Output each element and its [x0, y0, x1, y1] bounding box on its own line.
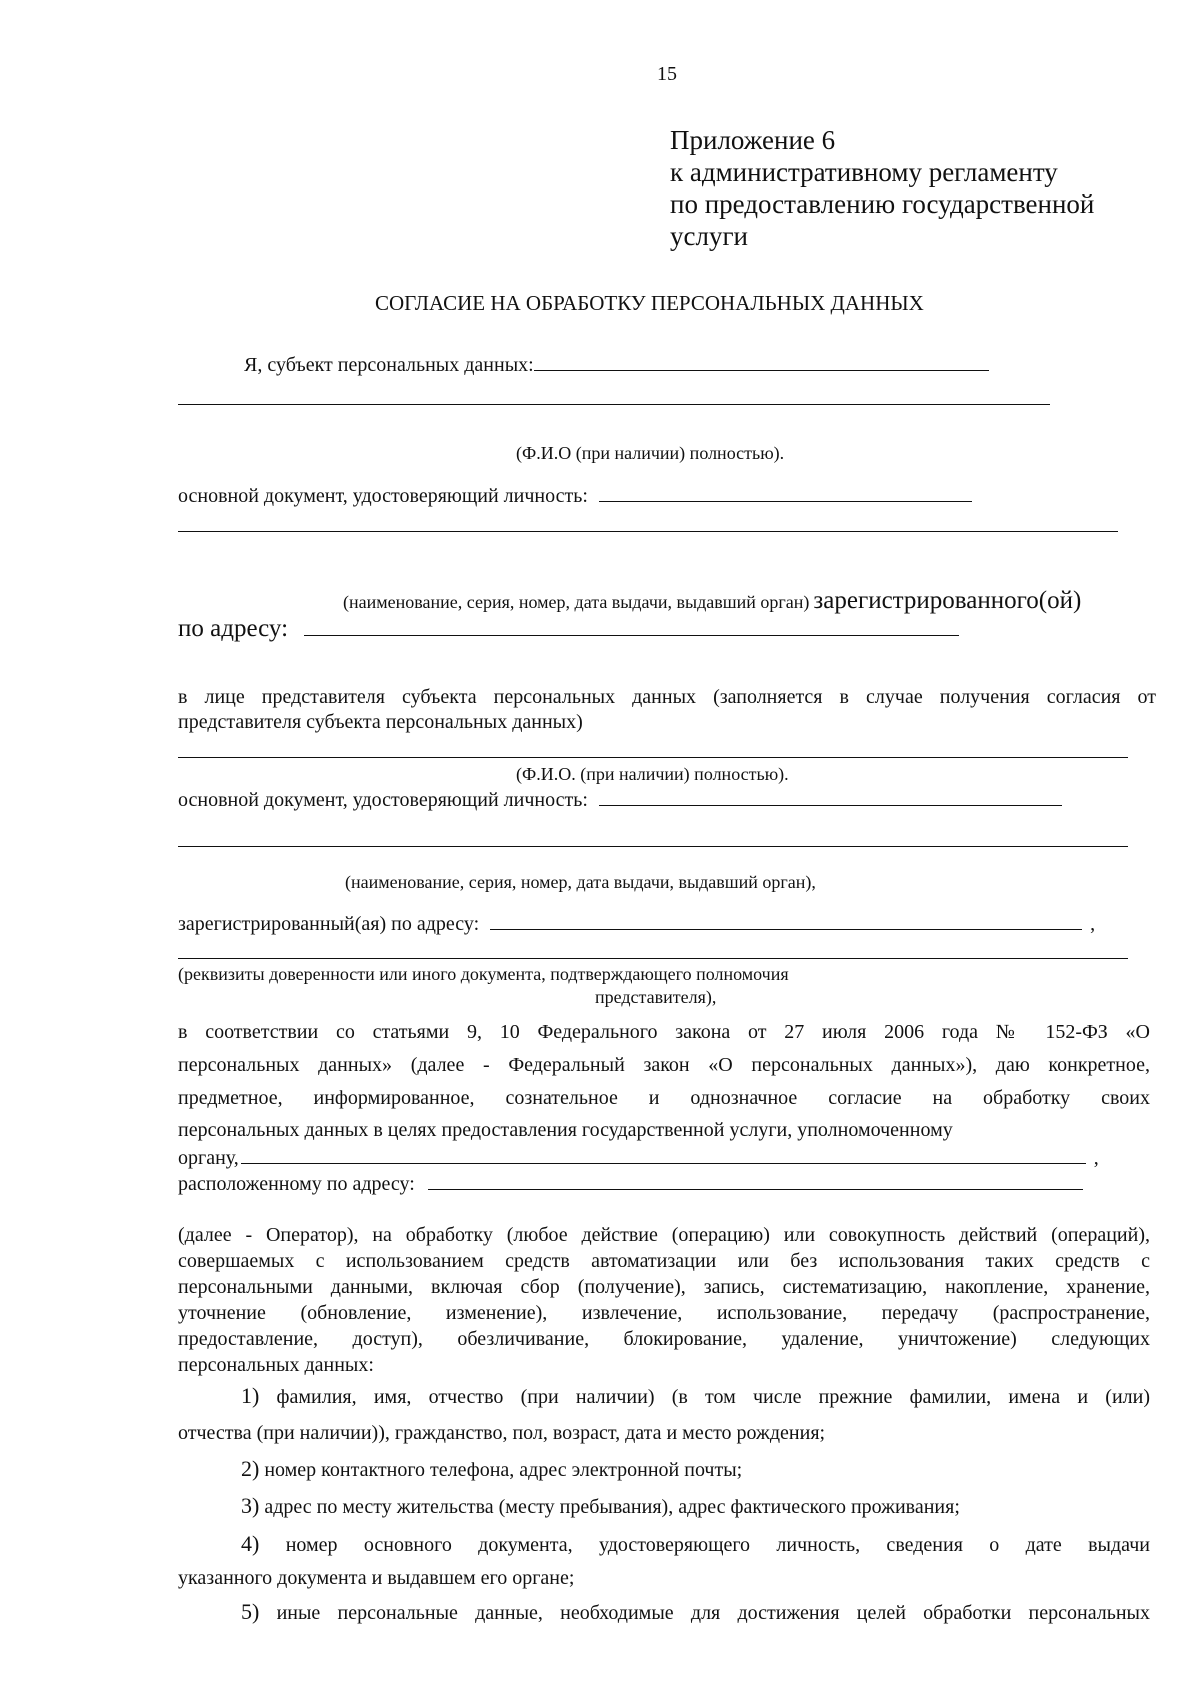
operator-line-5: предоставление, доступ), обезличивание, блокирование, удаление, уничтожение) следующих [178, 1328, 1150, 1350]
representative-power-caption-1: (реквизиты доверенности или иного документа, подтверждающего полномочия [178, 964, 789, 984]
item-1-text-1: фамилия, имя, отчество (при наличии) (в том числе прежние фамилии, имена и (или) [276, 1386, 1150, 1408]
appendix-line-1: Приложение 6 [670, 125, 836, 155]
consent-line-3: предметное, информированное, сознательное и однозначное согласие на обработку своих [178, 1087, 1150, 1109]
representative-address-line [178, 912, 1095, 936]
subject-name-field-continuation[interactable] [178, 404, 1050, 405]
subject-registered-word: зарегистрированного(ой) [813, 587, 1082, 614]
document-title: СОГЛАСИЕ НА ОБРАБОТКУ ПЕРСОНАЛЬНЫХ ДАННЫХ [375, 291, 924, 315]
item-5-number: 5) [241, 1599, 260, 1624]
operator-line-1: (далее - Оператор), на обработку (любое действие (операцию) или совокупность действий (операций), [178, 1224, 1150, 1246]
representative-address-field[interactable] [490, 928, 1082, 930]
operator-paragraph [178, 1222, 1150, 1378]
consent-line-2: персональных данных» (далее - Федеральный закон «О персональных данных»), даю конкретное, [178, 1054, 1150, 1076]
item-1-number: 1) [241, 1383, 260, 1408]
item-4-text-2: указанного документа и выдавшем его органе; [178, 1567, 575, 1589]
operator-line-6: персональных данных: [178, 1354, 374, 1376]
representative-power-field[interactable] [178, 958, 1128, 959]
consent-located-field[interactable] [428, 1188, 1083, 1190]
appendix-line-2: к административному регламенту [670, 157, 1058, 187]
items-list [178, 1378, 1150, 1633]
subject-address-line [178, 614, 959, 644]
subject-doc-label: основной документ, удостоверяющий личность: [178, 485, 588, 507]
item-3-text: адрес по месту жительства (месту пребывания), адрес фактического проживания; [264, 1496, 960, 1518]
representative-doc-label: основной документ, удостоверяющий личность: [178, 789, 588, 811]
consent-organ-label: органу, [178, 1147, 239, 1169]
representative-doc-caption: (наименование, серия, номер, дата выдачи, выдавший орган), [345, 872, 816, 892]
consent-located-line [178, 1172, 1083, 1196]
consent-organ-line [178, 1146, 1099, 1170]
subject-fio-caption: (Ф.И.О (при наличии) полностью). [516, 443, 785, 463]
representative-name-field[interactable] [178, 757, 1128, 758]
representative-doc-field-continuation[interactable] [178, 846, 1128, 847]
operator-line-2: совершаемых с использованием средств автоматизации или без использования таких средств с [178, 1250, 1150, 1272]
representative-power-caption-2: представителя), [595, 987, 717, 1007]
subject-doc-caption: (наименование, серия, номер, дата выдачи, выдавший орган) [343, 592, 810, 612]
subject-doc-line [178, 484, 972, 508]
appendix-line-4: услуги [670, 221, 748, 251]
appendix-line-3: по предоставлению государственной [670, 189, 1095, 219]
consent-line-1: в соответствии со статьями 9, 10 Федерального закона от 27 июля 2006 года № 152-ФЗ «О [178, 1021, 1150, 1043]
item-4-line-1 [178, 1525, 1150, 1564]
subject-doc-field-continuation[interactable] [178, 531, 1118, 532]
appendix-block [670, 124, 1094, 252]
representative-intro-line-2: представителя субъекта персональных данных) [178, 711, 583, 733]
subject-doc-caption-line [343, 587, 1081, 615]
item-5-text: иные персональные данные, необходимые для достижения целей обработки персональных [276, 1602, 1150, 1624]
subject-doc-field[interactable] [599, 500, 972, 502]
subject-address-label: по адресу: [178, 615, 289, 642]
consent-paragraph [178, 1016, 1150, 1145]
page-number: 15 [657, 63, 677, 85]
item-2-number: 2) [241, 1456, 260, 1481]
operator-line-3: персональными данными, включая сбор (получение), запись, систематизацию, накопление, хранение, [178, 1276, 1150, 1298]
item-2-text: номер контактного телефона, адрес электронной почты; [264, 1459, 743, 1481]
consent-organ-comma: , [1093, 1147, 1099, 1169]
representative-intro-line-1: в лице представителя субъекта персональных данных (заполняется в случае получения согласия от [178, 686, 1156, 708]
item-1-line-1 [178, 1378, 1150, 1415]
item-2 [178, 1451, 1150, 1488]
consent-line-4: персональных данных в целях предоставления государственной услуги, уполномоченному [178, 1119, 953, 1141]
subject-label: Я, субъект персональных данных: [244, 354, 534, 376]
item-4-number: 4) [241, 1531, 260, 1556]
subject-label-line [244, 353, 989, 377]
item-1-text-2: отчества (при наличии)), гражданство, пол, возраст, дата и место рождения; [178, 1422, 826, 1444]
representative-address-label: зарегистрированный(ая) по адресу: [178, 913, 480, 935]
item-4-text-1: номер основного документа, удостоверяющего личность, сведения о дате выдачи [285, 1534, 1151, 1556]
subject-name-field[interactable] [534, 369, 989, 371]
consent-organ-field[interactable] [241, 1162, 1086, 1164]
consent-located-label: расположенному по адресу: [178, 1173, 415, 1195]
representative-doc-line [178, 788, 1062, 812]
item-3-number: 3) [241, 1493, 260, 1518]
representative-doc-field[interactable] [599, 804, 1062, 806]
operator-line-4: уточнение (обновление, изменение), извлечение, использование, передачу (распространение, [178, 1302, 1150, 1324]
representative-fio-caption: (Ф.И.О. (при наличии) полностью). [516, 764, 789, 784]
item-5 [178, 1592, 1150, 1633]
subject-address-field[interactable] [304, 634, 959, 636]
representative-address-comma: , [1090, 913, 1096, 935]
item-3 [178, 1488, 1150, 1525]
